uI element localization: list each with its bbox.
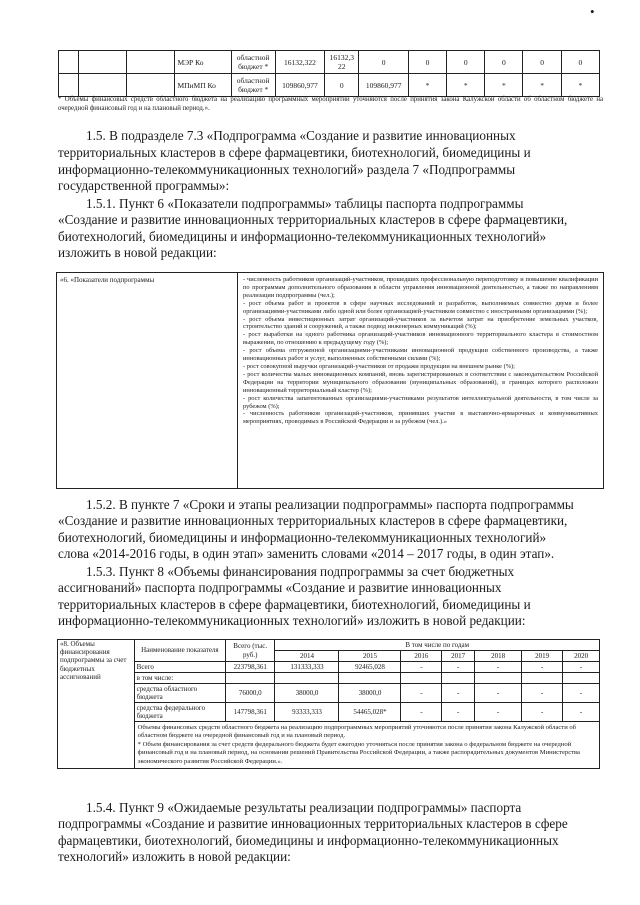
list-item: - рост количества малых инновационных компаний, вновь зарегистрированных в соответствии с законодательством Российской Федерации на территории муниципального образования (муниципальных образований), в границах которого расположен инновационный территориальный кластер (%);: [243, 370, 598, 394]
indicators-table: [56, 272, 604, 489]
header-name: Наименование показателя: [134, 640, 225, 662]
top-finance-table: [58, 50, 600, 97]
list-item: - численность работников организаций-участников, прошедших профессиональную переподготовку и повышение квалификации по программам дополнительного образования в области управления инновационной деятельностью, а также по направлениям реализации подпрограммы (чел.);: [243, 276, 598, 299]
table-row: Всего 223798,361 131333,333 92465,028 - - - - -: [58, 662, 600, 673]
paragraph-1-5-3: 1.5.3. Пункт 8 «Объемы финансирования подпрограммы за счет бюджетных: [86, 564, 515, 579]
table-row: 2014 2015 2016 2017 2018 2019 2020: [58, 651, 600, 662]
table-row: МПиМП Ко областной бюджет * 109860,977 0 109860,977 * * * * *: [59, 74, 600, 97]
finance-table: [57, 639, 600, 769]
paragraph-1-5-4: 1.5.4. Пункт 9 «Ожидаемые результаты реализации подпрограммы» паспорта: [86, 800, 522, 815]
list-item: - рост выработки на одного работника организаций-участников инновационного территориального кластера в стоимостном выражении, по отношению к предыдущему году (%);: [243, 331, 598, 347]
paragraph-1-5-1: 1.5.1. Пункт 6 «Показатели подпрограммы» таблицы паспорта подпрограммы: [86, 196, 524, 211]
indicators-label: «6. «Показатели подпрограммы: [60, 276, 155, 284]
org-cell: МЭР Ко: [175, 51, 231, 74]
header-total: Всего (тыс. руб.): [226, 640, 275, 662]
list-item: - рост количества запатентованных организациями-участниками результатов интеллектуальной деятельности, в том числе за рубежом (%);: [243, 394, 598, 410]
divider: [237, 273, 238, 488]
table-row: средства областного бюджета 76000,0 38000,0 38000,0 - - - - -: [58, 684, 600, 703]
finance-label: «8. Объемы финансирования подпрограммы за счет бюджетных ассигнований: [58, 640, 135, 769]
list-item: - численность работников организаций-участников, принявших участие в выставочно-ярмарочных и коммуникативных мероприятиях, проводимых в Российской Федерации и за рубежом (чел.).»: [243, 410, 598, 426]
paragraph-1-5: 1.5. В подразделе 7.3 «Подпрограмма «Создание и развитие инновационных: [86, 128, 516, 143]
source-cell: областной бюджет *: [231, 74, 275, 97]
list-item: - рост объема работ и проектов в сфере научных исследований и разработок, выполняемых совместно двумя и более организациями-участниками либо одной или более организацией-участником совместно с иностранными организациями (%);: [243, 299, 598, 315]
table-row: [58, 640, 600, 651]
header-years-group: В том числе по годам: [275, 640, 600, 651]
top-table-footnote: * Объемы финансовых средств областного бюджета на реализацию программных мероприятий уточняются после принятия закона Калужской области об областном бюджете на очередной финансовый год и на плановый период.».: [58, 96, 603, 112]
paragraph-1-5-2-cont: «Создание и развитие инновационных территориальных кластеров в сфере фармацевтики, биотехнологий, биомедицины и информационно-телекоммуникационных технологий» слова «2014-2016 годы, в один этап» заменить словами «2014 – 2017 годы, в один этап».: [58, 513, 568, 561]
list-item: - рост объема инвестиционных затрат организаций-участников за вычетом затрат на приобретение земельных участков, строительство зданий и сооружений, а также подвод инженерных коммуникаций (%);: [243, 315, 598, 331]
table-row: в том числе:: [58, 673, 600, 684]
paragraph-1-5-3-cont: ассигнований» паспорта подпрограммы «Создание и развитие инновационных территориальных кластеров в сфере фармацевтики, биотехнологий, биомедицины и информационно-телекоммуникационных технологий» изложить в новой редакции:: [58, 580, 531, 628]
paragraph-1-5-2: 1.5.2. В пункте 7 «Сроки и этапы реализации подпрограммы» паспорта подпрограммы: [86, 497, 574, 512]
finance-notes: [134, 722, 599, 769]
list-item: - рост совокупной выручки организаций-участников от продажи продукции на внешнем рынке (%);: [243, 362, 515, 370]
finance-note-1: Объемы финансовых средств областного бюджета на реализацию подпрограммных мероприятий уточняются после принятия закона Калужской области об областном бюджете на очередной финансовый год и на плановый период.: [137, 724, 577, 740]
stray-dot: •: [590, 4, 595, 19]
finance-note-2: * Объем финансирования за счет средств федерального бюджета будет ежегодно уточняться после принятия закона о федеральном бюджете на очередной финансовый год и на плановый период, на основании решений Правительства Российской Федерации, а также распорядительных документов Министерства экономического развития Российской Федерации.».: [137, 740, 580, 765]
paragraph-1-5-cont: территориальных кластеров в сфере фармацевтики, биотехнологий, биомедицины и информационно-телекоммуникационных технологий» раздела 7 «Подпрограммы государственной программы»:: [58, 145, 531, 193]
table-row: МЭР Ко областной бюджет * 16132,322 16132,3 22 0 0 0 0 0 0: [59, 51, 600, 74]
table-row: средства федерального бюджета 147798,361 93333,333 54465,028* - - - - -: [58, 703, 600, 722]
list-item: - рост объема отгруженной организациями-участниками инновационной продукции собственного производства, а также инновационных работ и услуг, выполненных собственными силами (%);: [243, 347, 598, 363]
paragraph-1-5-4-cont: подпрограммы «Создание и развитие инновационных территориальных кластеров в сфере фармацевтики, биотехнологий, биомедицины и информационно-телекоммуникационных технологий» изложить в новой редакции:: [58, 816, 568, 864]
paragraph-1-5-1-cont: «Создание и развитие инновационных территориальных кластеров в сфере фармацевтики, биотехнологий, биомедицины и информационно-телекоммуникационных технологий» изложить в новой редакции:: [58, 212, 568, 260]
indicators-list: [243, 276, 598, 426]
org-cell: МПиМП Ко: [175, 74, 231, 97]
table-row: [58, 722, 600, 769]
source-cell: областной бюджет *: [231, 51, 275, 74]
